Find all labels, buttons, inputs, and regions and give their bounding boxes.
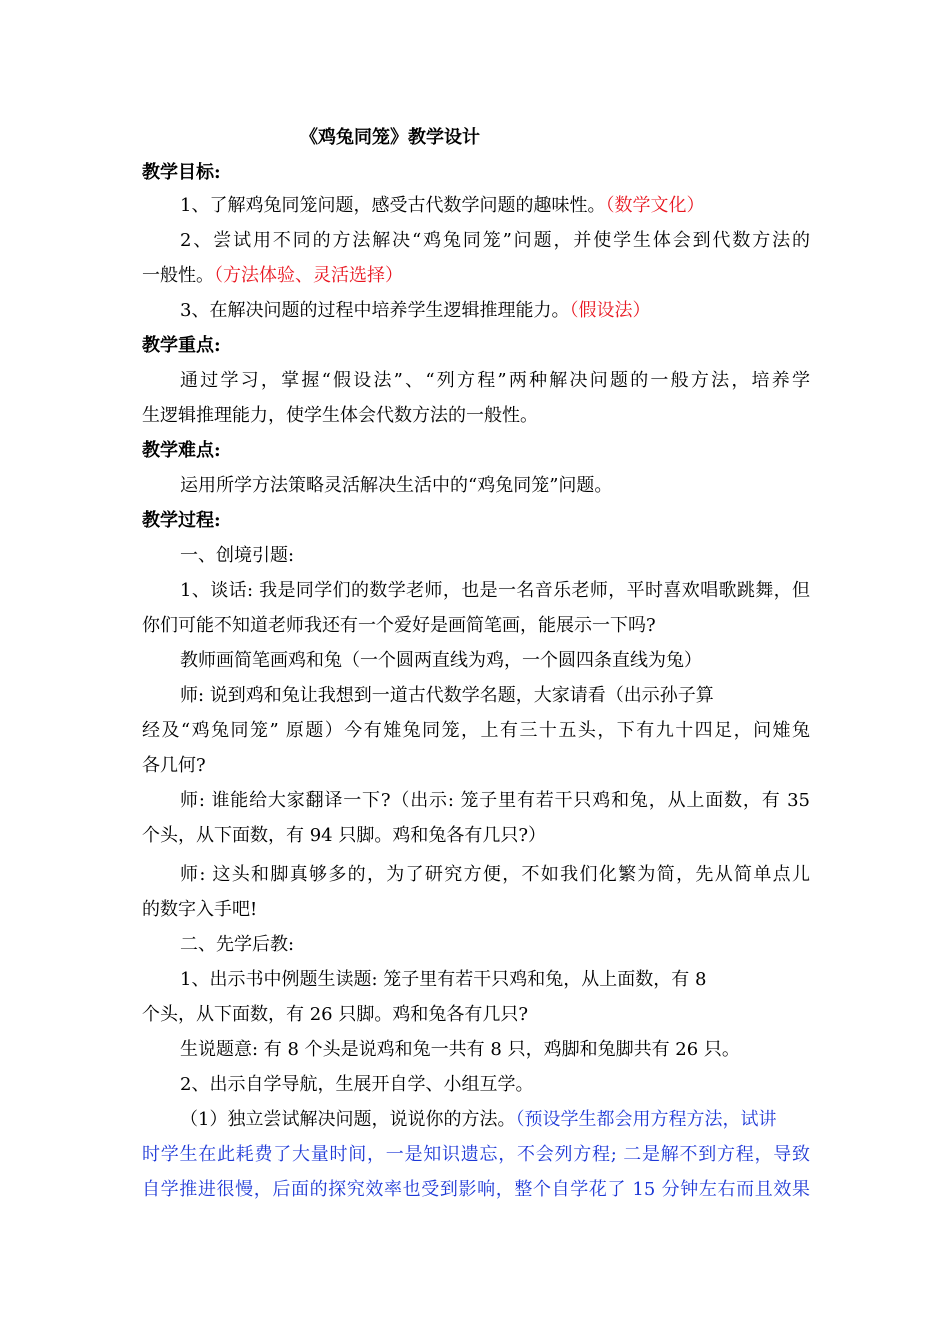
- para-7-line-1: 生说题意: 有 8 个头是说鸡和兔一共有 8 只，鸡脚和兔脚共有 26 只。: [180, 1039, 740, 1060]
- process-heading: 教学过程:: [142, 510, 221, 531]
- document-title: 《鸡兔同笼》教学设计: [300, 127, 480, 148]
- para-4-line-1: 师: 谁能给大家翻译一下?（出示: 笼子里有若干只鸡和兔，从上面数，有 35: [180, 790, 810, 811]
- key-points-line-1: 通过学习，掌握“假设法”、“列方程”两种解决问题的一般方法，培养学: [180, 370, 810, 391]
- goal-1-note: （数学文化）: [605, 195, 705, 216]
- para-3-line-1: 师: 说到鸡和兔让我想到一道古代数学名题，大家请看（出示孙子算: [180, 685, 714, 706]
- difficulties-line-1: 运用所学方法策略灵活解决生活中的“鸡兔同笼”问题。: [180, 475, 613, 496]
- difficulties-heading: 教学难点:: [142, 440, 221, 461]
- para-1-line-1: 1、谈话: 我是同学们的数学老师，也是一名音乐老师，平时喜欢唱歌跳舞，但: [180, 580, 810, 601]
- para-5-line-2: 的数字入手吧!: [142, 899, 258, 920]
- para-1-line-2: 你们可能不知道老师我还有一个爱好是画简笔画，能展示一下吗?: [142, 615, 656, 636]
- para-3-line-2: 经及“鸡兔同笼” 原题）今有雉兔同笼，上有三十五头，下有九十四足，问雉兔: [142, 720, 810, 741]
- goal-1-text: 1、了解鸡兔同笼问题，感受古代数学问题的趣味性。: [180, 195, 606, 216]
- para-9-note: （预设学生都会用方程方法，试讲: [515, 1109, 777, 1130]
- para-4-line-2: 个头，从下面数，有 94 只脚。鸡和兔各有几只?）: [142, 825, 546, 846]
- para-6-line-2: 个头，从下面数，有 26 只脚。鸡和兔各有几只?: [142, 1004, 528, 1025]
- goal-2-line-2: [142, 264, 810, 288]
- key-points-line-2: 生逻辑推理能力，使学生体会代数方法的一般性。: [142, 405, 538, 426]
- goal-2-text: 一般性。: [142, 265, 214, 286]
- goal-2-note: （方法体验、灵活选择）: [214, 265, 403, 286]
- goal-2-line-1: 2、尝试用不同的方法解决“鸡兔同笼”问题，并使学生体会到代数方法的: [180, 230, 810, 251]
- goal-1: [180, 194, 810, 218]
- para-9-line-2: 时学生在此耗费了大量时间，一是知识遗忘，不会列方程; 二是解不到方程，导致: [142, 1144, 810, 1165]
- goal-3: [180, 299, 810, 323]
- para-9-line-3: 自学推进很慢，后面的探究效率也受到影响，整个自学花了 15 分钟左右而且效果: [142, 1179, 810, 1200]
- para-5-line-1: 师: 这头和脚真够多的，为了研究方便，不如我们化繁为简，先从简单点儿: [180, 864, 810, 885]
- para-9-text: （1）独立尝试解决问题，说说你的方法。: [180, 1109, 516, 1130]
- goal-3-text: 3、在解决问题的过程中培养学生逻辑推理能力。: [180, 300, 570, 321]
- para-2-line-1: 教师画简笔画鸡和兔（一个圆两直线为鸡，一个圆四条直线为兔）: [180, 650, 702, 671]
- para-3-line-3: 各几何?: [142, 755, 206, 776]
- para-6-line-1: 1、出示书中例题生读题: 笼子里有若干只鸡和兔，从上面数，有 8: [180, 969, 707, 990]
- section-2-heading: 二、先学后教:: [180, 934, 295, 955]
- section-1-heading: 一、创境引题:: [180, 545, 295, 566]
- key-points-heading: 教学重点:: [142, 335, 221, 356]
- para-9-line-1: [180, 1108, 810, 1132]
- para-8-line-1: 2、出示自学导航，生展开自学、小组互学。: [180, 1074, 534, 1095]
- goal-3-note: （假设法）: [569, 300, 651, 321]
- goals-heading: 教学目标:: [142, 162, 221, 183]
